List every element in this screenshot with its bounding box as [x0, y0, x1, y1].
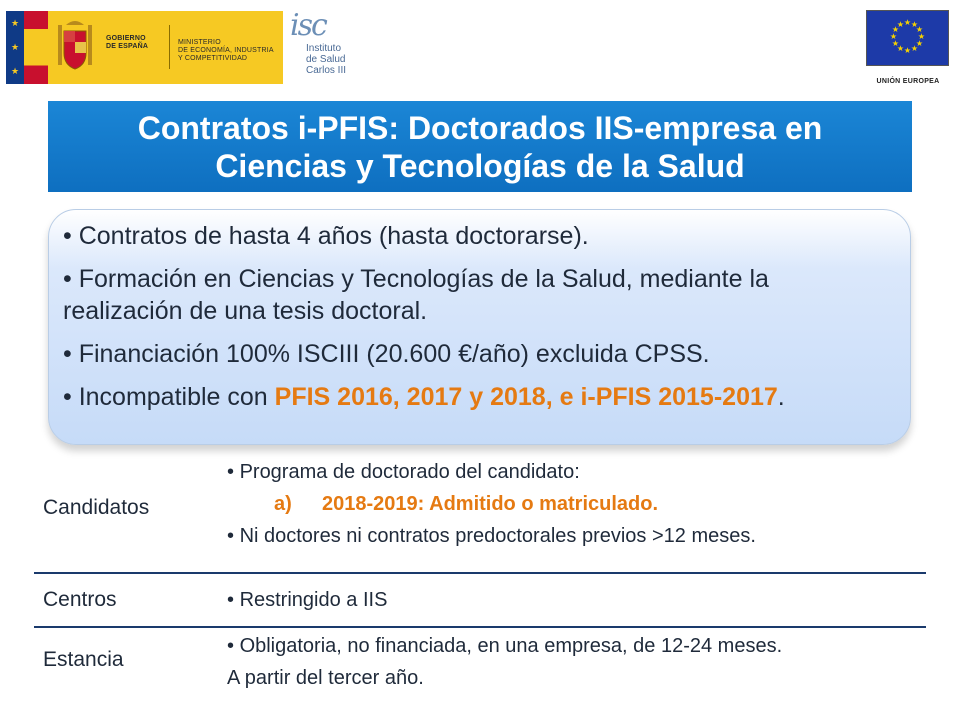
eu-logo	[866, 10, 950, 90]
svg-text:★: ★	[896, 44, 905, 53]
requirements-table	[34, 458, 926, 708]
row-label: Centros	[43, 588, 117, 611]
title-banner	[48, 101, 912, 192]
row-label: Estancia	[43, 648, 124, 671]
coat-of-arms-icon	[54, 19, 96, 77]
svg-text:★: ★	[910, 44, 919, 53]
svg-text:★: ★	[891, 39, 900, 48]
isciii-logo	[290, 8, 350, 85]
bullet-item: • Incompatible con PFIS 2016, 2017 y 2018, e i-PFIS 2015-2017.	[63, 383, 785, 411]
eu-label: UNIÓN EUROPEA	[876, 78, 940, 85]
table-row-centros	[34, 574, 926, 628]
gobierno-label: GOBIERNO DE ESPAÑA	[106, 35, 149, 50]
svg-text:★: ★	[915, 25, 924, 34]
row-content: • Obligatoria, no financiada, en una empresa, de 12-24 meses. A partir del tercer año.	[227, 635, 783, 689]
table-row-candidatos	[34, 458, 926, 574]
divider	[169, 25, 170, 69]
isc-label: Instituto de Salud Carlos III	[306, 43, 347, 76]
row-content: • Programa de doctorado del candidato: a) 2018-2019: Admitido o matriculado. • Ni doctores ni contratos predoctorales previos >12 meses.	[227, 461, 756, 547]
svg-text:★: ★	[903, 18, 912, 27]
bullet-item: • Contratos de hasta 4 años (hasta doctorarse).	[63, 222, 589, 250]
svg-text:★: ★	[917, 32, 926, 41]
row-content: • Restringido a IIS	[227, 589, 388, 611]
summary-box	[48, 209, 911, 445]
svg-text:★: ★	[891, 25, 900, 34]
spain-flag-stripe	[24, 11, 48, 84]
svg-text:★: ★	[910, 20, 919, 29]
subitem-a: a) 2018-2019: Admitido o matriculado.	[274, 493, 659, 515]
svg-text:★: ★	[896, 20, 905, 29]
svg-text:★: ★	[915, 39, 924, 48]
page-title: Contratos i-PFIS: Doctorados IIS-empresa en Ciencias y Tecnologías de la Salud	[137, 109, 823, 184]
isc-mark: isc	[290, 8, 326, 43]
bullet-item: • Financiación 100% ISCIII (20.600 €/año) excluida CPSS.	[63, 340, 710, 368]
bullet-item: • Formación en Ciencias y Tecnologías de la Salud, mediante la realización de una tesis doctoral.	[63, 265, 769, 325]
eu-stars-strip: ★ ★ ★	[6, 11, 24, 84]
eu-flag-icon	[866, 10, 949, 66]
svg-text:★: ★	[903, 46, 912, 55]
table-row-estancia	[34, 628, 926, 708]
highlight-text: PFIS 2016, 2017 y 2018, e i-PFIS 2015-2017	[274, 383, 778, 411]
row-label: Candidatos	[43, 496, 150, 519]
svg-text:★: ★	[889, 32, 898, 41]
gobierno-logo	[6, 11, 283, 84]
ministerio-label: MINISTERIO DE ECONOMÍA, INDUSTRIA Y COMPETITIVIDAD	[178, 39, 274, 62]
